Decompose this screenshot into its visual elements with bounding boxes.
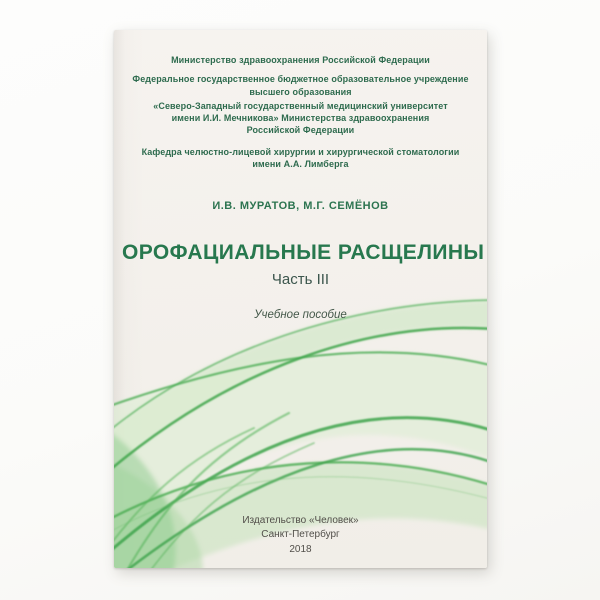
publisher-line: Издательство «Человек» (242, 514, 359, 526)
institution-block (122, 73, 479, 99)
edition-note: Учебное пособие (254, 309, 347, 321)
institution-line: «Северо-Западный государственный медицинский университет (153, 101, 448, 111)
institution-line: Федеральное государственное бюджетное образовательное учреждение (132, 74, 469, 84)
institution-line: высшего образования (249, 87, 352, 97)
institution-line: Министерство здравоохранения Российской Федерации (171, 55, 430, 65)
authors-line: И.В. МУРАТОВ, М.Г. СЕМЁНОВ (212, 200, 389, 212)
year-line: 2018 (289, 543, 312, 555)
department-block (122, 146, 479, 170)
institution-line: Российской Федерации (246, 125, 355, 135)
institution-block (122, 99, 479, 136)
imprint-block (114, 514, 487, 558)
institution-line: имени А.А. Лимберга (252, 159, 349, 169)
institution-line: имени И.И. Мечникова» Министерства здравоохранения (171, 113, 430, 123)
book-title: ОРОФАЦИАЛЬНЫЕ РАСЩЕЛИНЫ (122, 241, 485, 264)
city-line: Санкт-Петербург (261, 529, 340, 540)
book-subtitle: Часть III (271, 271, 330, 288)
institution-header (122, 54, 479, 170)
cover-text-block (114, 30, 487, 321)
book-cover (114, 30, 487, 568)
institution-line: Кафедра челюстно-лицевой хирургии и хирургической стоматологии (141, 147, 460, 157)
